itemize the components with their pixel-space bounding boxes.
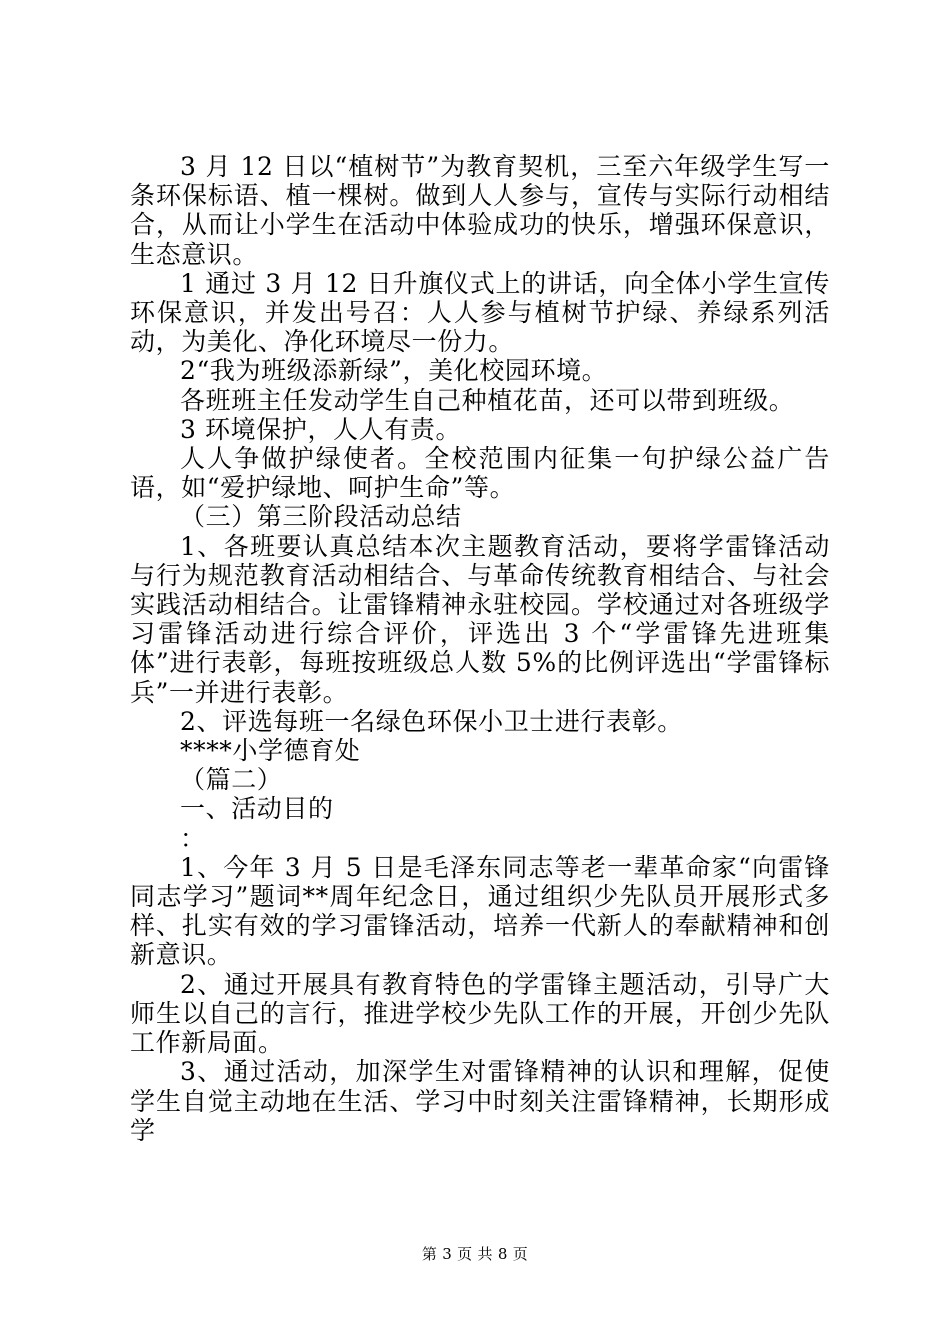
paragraph: 各班班主任发动学生自己种植花苗，还可以带到班级。 [180,385,795,415]
paragraph: 1、各班要认真总结本次主题教育活动，要将学雷锋活动与行为规范教育活动相结合、与革命传统教育相结合、与社会实践活动相结合。让雷锋精神永驻校园。学校通过对各班级学习雷锋活动进行综合评价，评选出 3 个“学雷锋先进班集体”进行表彰，每班按班级总人数 5%的比例评选出“学雷锋标兵”一并进行表彰。 [130,531,830,707]
paragraph: 1 通过 3 月 12 日升旗仪式上的讲话，向全体小学生宣传环保意识，并发出号召：人人参与植树节护绿、养绿系列活动，为美化、净化环境尽一份力。 [130,268,830,357]
paragraph: 3 环境保护，人人有责。 [180,414,462,444]
paragraph: 3、通过活动，加深学生对雷锋精神的认识和理解，促使学生自觉主动地在生活、学习中时刻关注雷锋精神，长期形成学 [130,1057,830,1145]
signature-line: ****小学德育处 [180,736,361,766]
page-number-footer: 第 3 页 共 8 页 [421,1245,529,1263]
document-body [130,152,830,1145]
paragraph: 2、通过开展具有教育特色的学雷锋主题活动，引导广大师生以自己的言行，推进学校少先队工作的开展，开创少先队工作新局面。 [130,969,830,1058]
paragraph: 1、今年 3 月 5 日是毛泽东同志等老一辈革命家“向雷锋同志学习”题词**周年纪念日，通过组织少先队员开展形式多样、扎实有效的学习雷锋活动，培养一代新人的奉献精神和创新意识。 [130,852,830,970]
part-heading: （篇二） [180,765,283,795]
paragraph: 2、评选每班一名绿色环保小卫士进行表彰。 [180,706,683,736]
paragraph: 3 月 12 日以“植树节”为教育契机，三至六年级学生写一条环保标语、植一棵树。做到人人参与，宣传与实际行动相结合，从而让小学生在活动中体验成功的快乐，增强环保意识，生态意识。 [130,152,830,269]
paragraph: 2“我为班级添新绿”，美化校园环境。 [180,356,608,386]
paragraph: 人人争做护绿使者。全校范围内征集一句护绿公益广告语，如“爱护绿地、呵护生命”等。 [130,444,830,503]
paragraph: ： [180,823,206,853]
section-heading: 一、活动目的 [180,794,334,824]
section-heading: （三）第三阶段活动总结 [180,502,462,532]
